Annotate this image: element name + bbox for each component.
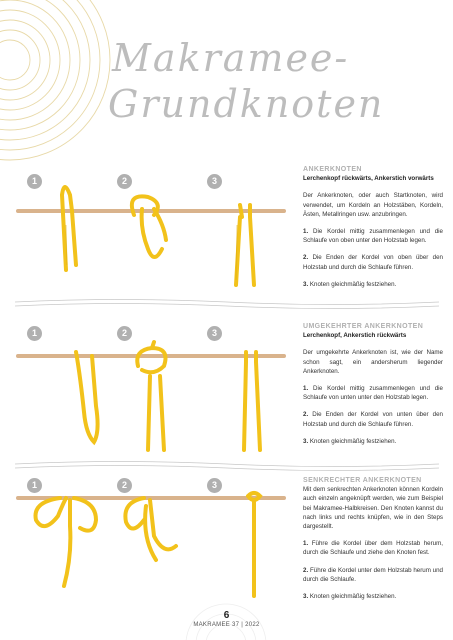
section-intro: Mit dem senkrechten Ankerknoten können Kordeln auch einzeln angeknüpft werden, wie zum Beispiel bei Makramee-Halbkreisen. Den Knoten kannst du nach links und rechts knüpfen, wie in den Steps dargestellt.: [303, 486, 443, 531]
step-2: 2. Die Enden der Kordel von oben über den Holzstab und durch die Schlaufe führen.: [303, 254, 443, 271]
step-1: 1. Die Kordel mittig zusammenlegen und die Schlaufe von oben unter den Holzstab legen.: [303, 228, 443, 245]
step-number-1: 1: [27, 478, 42, 493]
section-text: [303, 322, 443, 454]
wave-divider: [15, 296, 439, 310]
step-number-3: 3: [207, 478, 222, 493]
section-text: [303, 165, 443, 297]
wave-divider: [15, 458, 439, 472]
step-1: 1. Die Kordel mittig zusammenlegen und die Schlaufe von unten unter den Holzstab legen.: [303, 385, 443, 402]
step-number-1: 1: [27, 326, 42, 341]
photo-steps-umgekehrter-ankerknoten: [14, 322, 294, 452]
page-title-line-1: Makramee-: [112, 36, 350, 80]
photo-steps-ankerknoten: [14, 165, 294, 295]
section-intro: Der umgekehrte Ankerknoten ist, wie der Name schon sagt, ein andersherum liegender Ankerknoten.: [303, 349, 443, 375]
page-title-line-2: Grundknoten: [108, 82, 385, 126]
step-2: 2. Die Enden der Kordel von unten über den Holzstab und durch die Schlaufe führen.: [303, 411, 443, 428]
section-title: SENKRECHTER ANKERKNOTEN: [303, 477, 422, 484]
step-1: 1. Führe die Kordel über dem Holzstab herum, durch die Schlaufe und ziehe den Knoten fest.: [303, 540, 443, 557]
step-2: 2. Führe die Kordel unter dem Holzstab herum und durch die Schlaufe.: [303, 566, 443, 583]
step-number-2: 2: [117, 326, 132, 341]
page-number: 6: [223, 610, 230, 621]
step-3: 3. Knoten gleichmäßig festziehen.: [303, 280, 397, 288]
section-title: UMGEKEHRTER ANKERKNOTEN: [303, 323, 424, 330]
step-number-3: 3: [207, 174, 222, 189]
section-subtitle: Lerchenkopf, Ankerstich rückwärts: [303, 332, 407, 340]
step-number-3: 3: [207, 326, 222, 341]
section-title: ANKERKNOTEN: [303, 166, 362, 173]
section-text: [303, 476, 443, 609]
step-3: 3. Knoten gleichmäßig festziehen.: [303, 593, 397, 601]
step-number-2: 2: [117, 174, 132, 189]
issue-label: MAKRAMEE 37 | 2022: [193, 622, 260, 628]
photo-steps-senkrechter-ankerknoten: [14, 476, 294, 606]
section-intro: Der Ankerknoten, oder auch Startknoten, wird verwendet, um Kordeln an Holzstäben, Kordeln, Ästen, Metallringen usw. anzubringen.: [303, 192, 443, 218]
section-subtitle: Lerchenkopf rückwärts, Ankerstich vorwärts: [303, 175, 434, 183]
step-3: 3. Knoten gleichmäßig festziehen.: [303, 437, 397, 445]
step-number-1: 1: [27, 174, 42, 189]
step-number-2: 2: [117, 478, 132, 493]
